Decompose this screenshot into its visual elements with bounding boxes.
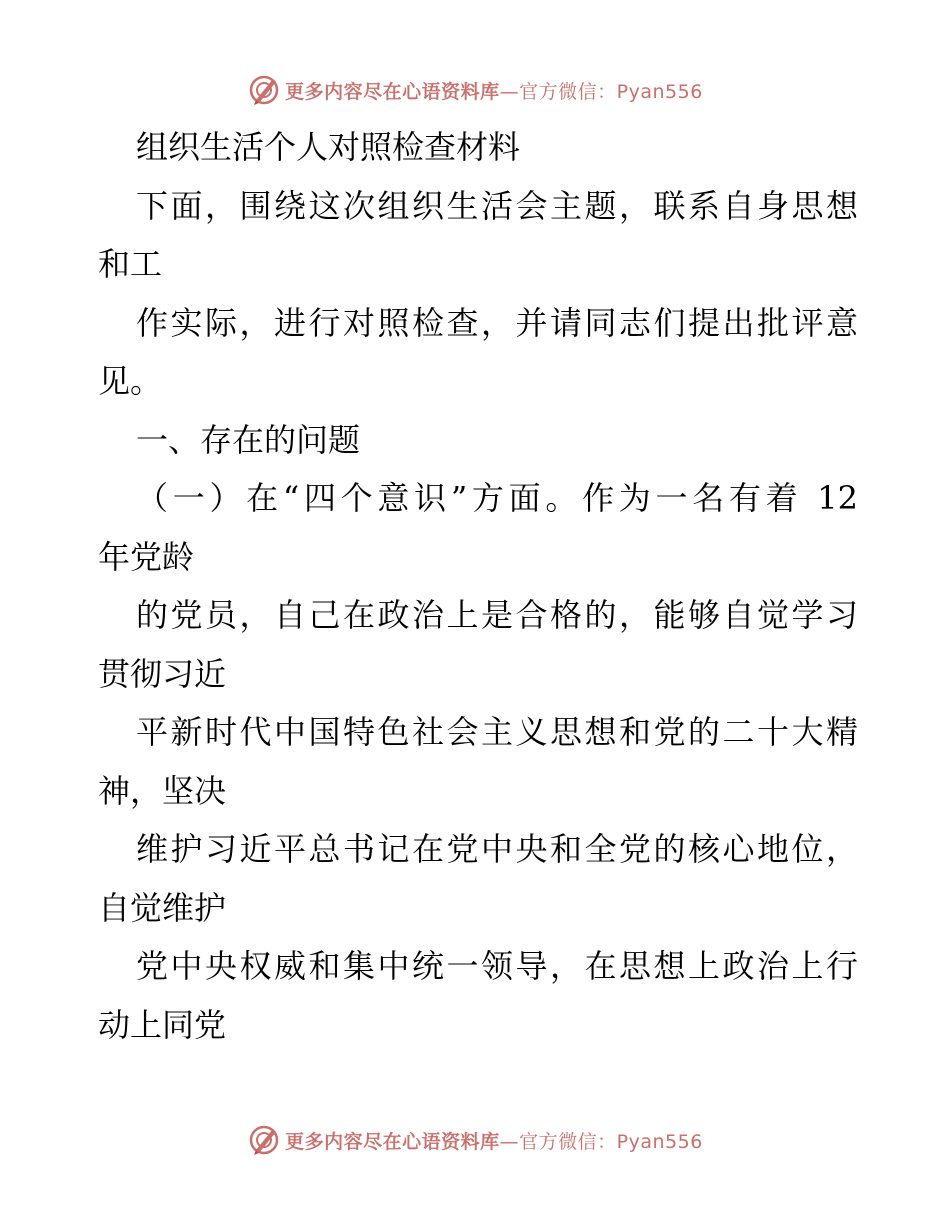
text-line: 贯彻习近 bbox=[98, 654, 227, 693]
watermark-brand-text: 更多内容尽在心语资料库 bbox=[285, 80, 500, 103]
header-watermark bbox=[0, 70, 950, 110]
text-line: 一、存在的问题 bbox=[136, 420, 361, 459]
text-line: 下面，围绕这次组织生活会主题，联系自身思想 bbox=[136, 186, 858, 225]
text-line: 作实际，进行对照检查，并请同志们提出批评意 bbox=[136, 303, 858, 342]
text-line: 见。 bbox=[98, 362, 163, 400]
watermark-contact-text: —官方微信：Pyan556 bbox=[499, 1130, 703, 1153]
pen-logo-icon bbox=[247, 1123, 281, 1157]
text-line: 党中央权威和集中统一领导，在思想上政治上行 bbox=[136, 947, 858, 985]
footer-watermark bbox=[0, 1120, 950, 1160]
text-line: 的党员，自己在政治上是合格的，能够自觉学习 bbox=[136, 596, 858, 634]
text-line: （一）在“四个意识”方面。作为一名有着 12 bbox=[136, 479, 858, 517]
document-body bbox=[98, 118, 858, 1054]
text-line: 动上同党 bbox=[98, 1005, 227, 1044]
watermark-contact-text: —官方微信：Pyan556 bbox=[499, 80, 703, 103]
text-line: 神，坚决 bbox=[98, 771, 227, 810]
pen-logo-icon bbox=[247, 73, 281, 107]
text-line: 自觉维护 bbox=[98, 888, 227, 927]
text-line: 维护习近平总书记在党中央和全党的核心地位， bbox=[136, 830, 858, 868]
text-line: 年党龄 bbox=[98, 537, 195, 576]
text-line: 平新时代中国特色社会主义思想和党的二十大精 bbox=[136, 713, 858, 751]
watermark-brand-text: 更多内容尽在心语资料库 bbox=[285, 1130, 500, 1153]
text-line: 和工 bbox=[98, 245, 163, 283]
text-line: 组织生活个人对照检查材料 bbox=[136, 128, 521, 166]
